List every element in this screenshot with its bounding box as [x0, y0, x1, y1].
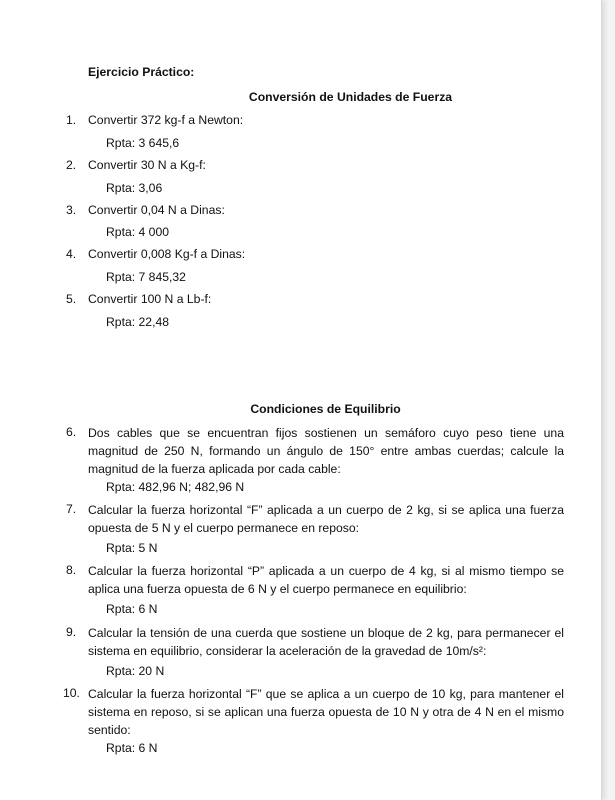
item-question: Dos cables que se encuentran fijos sostienen un semáforo cuyo peso tiene una magnitud de 250 N, formando un ángulo de 150° entre ambas cuerdas; calcule la magnitud de la fuerza aplicada por cada cable:	[88, 426, 564, 476]
document-title: Ejercicio Práctico:	[88, 65, 195, 79]
item-number: 5.	[66, 292, 77, 306]
item-answer: Rpta: 22,48	[106, 315, 170, 329]
item-question: Convertir 0,04 N a Dinas:	[88, 203, 225, 217]
item-question: Convertir 100 N a Lb-f:	[88, 292, 212, 306]
item-answer: Rpta: 6 N	[106, 741, 158, 755]
item-answer: Rpta: 3,06	[106, 181, 163, 195]
item-number: 8.	[66, 563, 77, 577]
item-number: 7.	[66, 502, 77, 516]
item-question: Convertir 30 N a Kg-f:	[88, 158, 206, 172]
item-answer: Rpta: 482,96 N; 482,96 N	[106, 480, 245, 494]
item-answer: Rpta: 4 000	[106, 225, 170, 239]
item-answer: Rpta: 6 N	[106, 602, 158, 616]
item-answer: Rpta: 20 N	[106, 664, 165, 678]
item-number: 4.	[66, 247, 77, 261]
item-number: 2.	[66, 158, 77, 172]
item-question: Calcular la fuerza horizontal “F” aplicada a un cuerpo de 2 kg, si se aplica una fuerza opuesta de 5 N y el cuerpo permanece en reposo:	[88, 503, 564, 535]
item-number: 3.	[66, 203, 77, 217]
item-answer: Rpta: 5 N	[106, 541, 158, 555]
item-number: 1.	[66, 113, 77, 127]
item-answer: Rpta: 7 845,32	[106, 270, 186, 284]
item-number: 6.	[66, 425, 77, 439]
item-question: Convertir 372 kg-f a Newton:	[88, 113, 244, 127]
section-heading-equilibrium: Condiciones de Equilibrio	[250, 402, 401, 416]
item-question: Calcular la fuerza horizontal “P” aplicada a un cuerpo de 4 kg, si al mismo tiempo se aplica una fuerza opuesta de 6 N y el cuerpo permanece en equilibrio:	[88, 564, 564, 596]
item-question: Calcular la fuerza horizontal “F” que se aplica a un cuerpo de 10 kg, para mantener el sistema en reposo, si se aplican una fuerza opuesta de 10 N y otra de 4 N en el mismo sentido:	[88, 687, 564, 737]
item-number: 10.	[63, 686, 80, 700]
item-question: Convertir 0,008 Kg-f a Dinas:	[88, 247, 246, 261]
item-answer: Rpta: 3 645,6	[106, 136, 180, 150]
item-question: Calcular la tensión de una cuerda que sostiene un bloque de 2 kg, para permanecer el sistema en equilibrio, considerar la aceleración de la gravedad de 10m/s²:	[88, 626, 564, 658]
item-number: 9.	[66, 625, 77, 639]
section-heading-conversion: Conversión de Unidades de Fuerza	[248, 90, 453, 104]
